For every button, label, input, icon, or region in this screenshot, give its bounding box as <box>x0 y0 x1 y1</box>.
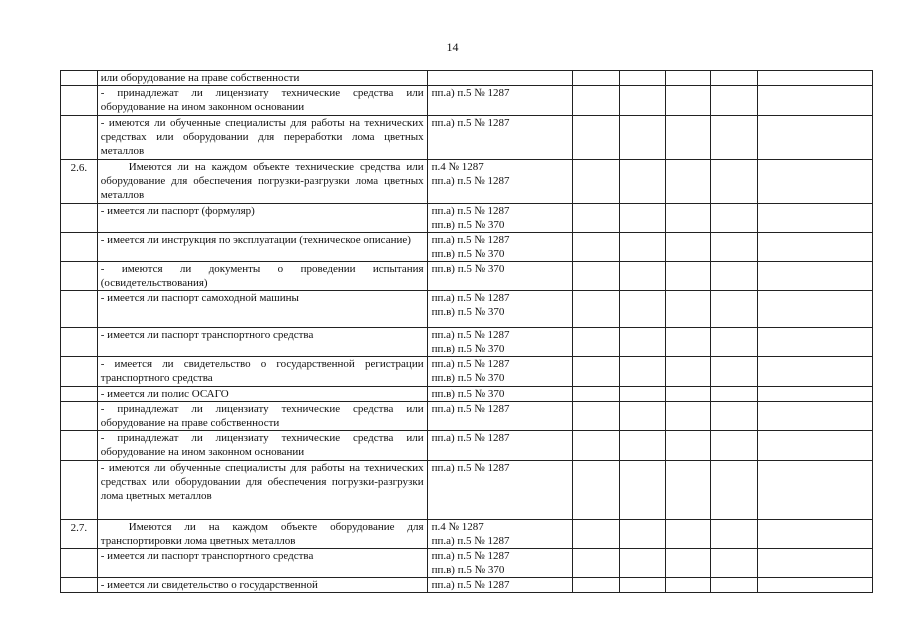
answer-cell <box>666 233 711 262</box>
answer-cell <box>711 262 758 291</box>
page-number: 14 <box>446 40 459 54</box>
answer-cell <box>572 233 619 262</box>
answer-cell <box>711 520 758 549</box>
table-row <box>61 520 873 549</box>
answer-cell <box>572 402 619 431</box>
answer-cell <box>758 431 873 461</box>
row-number-cell <box>61 461 98 520</box>
answer-cell <box>711 578 758 593</box>
answer-cell <box>711 357 758 387</box>
answer-cell <box>711 549 758 578</box>
answer-cell <box>666 291 711 328</box>
legal-reference-cell: п.4 № 1287 пп.а) п.5 № 1287 <box>427 520 572 549</box>
answer-cell <box>619 262 665 291</box>
answer-cell <box>711 328 758 357</box>
table-row <box>61 328 873 357</box>
requirement-text-cell: - имеются ли обученные специалисты для работы на технических средствах или оборудовании для переработки лома цветных металлов <box>97 116 427 160</box>
requirement-text-cell: или оборудование на праве собственности <box>97 71 427 86</box>
answer-cell <box>711 431 758 461</box>
answer-cell <box>572 71 619 86</box>
answer-cell <box>619 86 665 116</box>
legal-reference-cell: пп.а) п.5 № 1287 <box>427 431 572 461</box>
requirement-text-cell: - принадлежат ли лицензиату технические средства или оборудование на ином законном основании <box>97 86 427 116</box>
legal-reference-cell: пп.а) п.5 № 1287 <box>427 578 572 593</box>
answer-cell <box>572 116 619 160</box>
row-number-cell <box>61 431 98 461</box>
answer-cell <box>572 461 619 520</box>
table-row <box>61 86 873 116</box>
answer-cell <box>619 116 665 160</box>
answer-cell <box>619 291 665 328</box>
answer-cell <box>711 461 758 520</box>
legal-reference-cell: пп.а) п.5 № 1287 <box>427 116 572 160</box>
legal-reference-cell: пп.в) п.5 № 370 <box>427 387 572 402</box>
legal-reference-cell: пп.а) п.5 № 1287 <box>427 461 572 520</box>
row-number-cell <box>61 71 98 86</box>
answer-cell <box>666 461 711 520</box>
requirement-text-cell: - имеется ли свидетельство о государственной <box>97 578 427 593</box>
table-row <box>61 291 873 328</box>
requirement-text-cell: - имеется ли полис ОСАГО <box>97 387 427 402</box>
answer-cell <box>572 578 619 593</box>
answer-cell <box>619 520 665 549</box>
answer-cell <box>619 233 665 262</box>
requirement-text-cell: Имеются ли на каждом объекте оборудование для транспортировки лома цветных металлов <box>97 520 427 549</box>
answer-cell <box>711 233 758 262</box>
answer-cell <box>758 461 873 520</box>
table-row <box>61 461 873 520</box>
row-number-cell <box>61 233 98 262</box>
answer-cell <box>666 116 711 160</box>
requirement-text-cell: - имеется ли паспорт самоходной машины <box>97 291 427 328</box>
requirement-text-cell: - имеются ли документы о проведении испытания (освидетельствования) <box>97 262 427 291</box>
answer-cell <box>758 262 873 291</box>
row-number-cell <box>61 578 98 593</box>
table-row <box>61 160 873 204</box>
table-row <box>61 402 873 431</box>
answer-cell <box>758 71 873 86</box>
answer-cell <box>758 578 873 593</box>
answer-cell <box>572 549 619 578</box>
table-row <box>61 357 873 387</box>
row-number-cell <box>61 262 98 291</box>
table-row <box>61 233 873 262</box>
answer-cell <box>666 549 711 578</box>
answer-cell <box>619 357 665 387</box>
answer-cell <box>758 328 873 357</box>
table-row <box>61 387 873 402</box>
answer-cell <box>572 160 619 204</box>
answer-cell <box>572 86 619 116</box>
legal-reference-cell: пп.а) п.5 № 1287 <box>427 86 572 116</box>
requirement-text-cell: - принадлежат ли лицензиату технические средства или оборудование на праве собственности <box>97 402 427 431</box>
answer-cell <box>758 204 873 233</box>
answer-cell <box>619 578 665 593</box>
answer-cell <box>666 328 711 357</box>
table-row <box>61 431 873 461</box>
table-row <box>61 204 873 233</box>
answer-cell <box>758 291 873 328</box>
answer-cell <box>711 387 758 402</box>
answer-cell <box>711 291 758 328</box>
answer-cell <box>758 387 873 402</box>
answer-cell <box>758 116 873 160</box>
legal-reference-cell: пп.а) п.5 № 1287 пп.в) п.5 № 370 <box>427 291 572 328</box>
requirement-text-cell: - имеется ли инструкция по эксплуатации (техническое описание) <box>97 233 427 262</box>
legal-reference-cell: пп.а) п.5 № 1287 пп.в) п.5 № 370 <box>427 549 572 578</box>
answer-cell <box>666 86 711 116</box>
legal-reference-cell: пп.в) п.5 № 370 <box>427 262 572 291</box>
answer-cell <box>711 116 758 160</box>
answer-cell <box>572 357 619 387</box>
requirement-text-cell: - имеется ли паспорт транспортного средства <box>97 328 427 357</box>
answer-cell <box>619 387 665 402</box>
answer-cell <box>572 204 619 233</box>
answer-cell <box>619 328 665 357</box>
legal-reference-cell: пп.а) п.5 № 1287 пп.в) п.5 № 370 <box>427 233 572 262</box>
legal-reference-cell: пп.а) п.5 № 1287 <box>427 402 572 431</box>
answer-cell <box>619 461 665 520</box>
answer-cell <box>711 402 758 431</box>
answer-cell <box>666 520 711 549</box>
requirement-text-cell: - принадлежат ли лицензиату технические средства или оборудование на ином законном основании <box>97 431 427 461</box>
row-number-cell <box>61 116 98 160</box>
requirement-text-cell: - имеются ли обученные специалисты для работы на технических средствах или оборудовании для обеспечения погрузки-разгрузки лома цветных металлов <box>97 461 427 520</box>
requirement-text-cell: Имеются ли на каждом объекте технические средства или оборудование для обеспечения погрузки-разгрузки лома цветных металлов <box>97 160 427 204</box>
answer-cell <box>758 402 873 431</box>
row-number-cell <box>61 402 98 431</box>
answer-cell <box>572 328 619 357</box>
answer-cell <box>711 71 758 86</box>
answer-cell <box>666 262 711 291</box>
answer-cell <box>758 357 873 387</box>
answer-cell <box>711 86 758 116</box>
legal-reference-cell: пп.а) п.5 № 1287 пп.в) п.5 № 370 <box>427 204 572 233</box>
answer-cell <box>619 160 665 204</box>
answer-cell <box>666 204 711 233</box>
answer-cell <box>666 431 711 461</box>
table-row <box>61 262 873 291</box>
table-row <box>61 549 873 578</box>
answer-cell <box>711 204 758 233</box>
row-number-cell: 2.6. <box>61 160 98 204</box>
answer-cell <box>572 387 619 402</box>
answer-cell <box>666 578 711 593</box>
row-number-cell: 2.7. <box>61 520 98 549</box>
checklist-table-body <box>61 71 873 593</box>
answer-cell <box>758 549 873 578</box>
row-number-cell <box>61 357 98 387</box>
answer-cell <box>619 71 665 86</box>
row-number-cell <box>61 387 98 402</box>
row-number-cell <box>61 291 98 328</box>
legal-reference-cell: пп.а) п.5 № 1287 пп.в) п.5 № 370 <box>427 357 572 387</box>
answer-cell <box>758 160 873 204</box>
legal-reference-cell: п.4 № 1287 пп.а) п.5 № 1287 <box>427 160 572 204</box>
table-row <box>61 578 873 593</box>
answer-cell <box>619 431 665 461</box>
answer-cell <box>666 402 711 431</box>
answer-cell <box>758 520 873 549</box>
answer-cell <box>572 291 619 328</box>
answer-cell <box>758 233 873 262</box>
answer-cell <box>711 160 758 204</box>
answer-cell <box>666 71 711 86</box>
answer-cell <box>572 262 619 291</box>
table-row <box>61 116 873 160</box>
checklist-table <box>60 70 873 593</box>
answer-cell <box>572 520 619 549</box>
legal-reference-cell: пп.а) п.5 № 1287 пп.в) п.5 № 370 <box>427 328 572 357</box>
answer-cell <box>666 387 711 402</box>
row-number-cell <box>61 204 98 233</box>
requirement-text-cell: - имеется ли паспорт транспортного средства <box>97 549 427 578</box>
answer-cell <box>619 549 665 578</box>
answer-cell <box>619 204 665 233</box>
answer-cell <box>619 402 665 431</box>
requirement-text-cell: - имеется ли паспорт (формуляр) <box>97 204 427 233</box>
answer-cell <box>666 357 711 387</box>
answer-cell <box>758 86 873 116</box>
row-number-cell <box>61 86 98 116</box>
answer-cell <box>572 431 619 461</box>
answer-cell <box>666 160 711 204</box>
row-number-cell <box>61 328 98 357</box>
legal-reference-cell <box>427 71 572 86</box>
row-number-cell <box>61 549 98 578</box>
table-row <box>61 71 873 86</box>
requirement-text-cell: - имеется ли свидетельство о государственной регистрации транспортного средства <box>97 357 427 387</box>
